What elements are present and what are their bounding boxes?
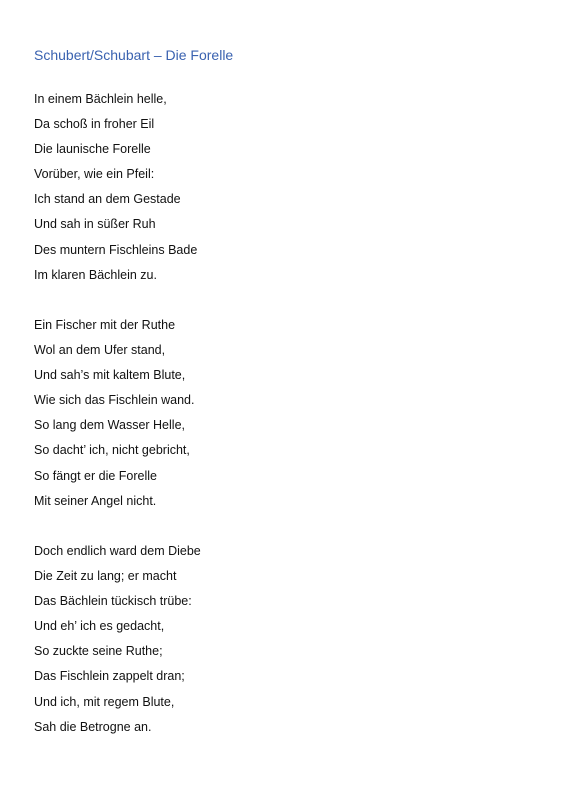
poem-line: Und sah in süßer Ruh (34, 217, 156, 232)
poem-line: Ich stand an dem Gestade (34, 192, 181, 207)
poem-line: So dacht’ ich, nicht gebricht, (34, 443, 190, 458)
poem-line: Die launische Forelle (34, 142, 151, 157)
poem-line: So lang dem Wasser Helle, (34, 418, 185, 433)
stanza-3 (34, 539, 201, 740)
poem-line: Wol an dem Ufer stand, (34, 343, 166, 358)
poem-line: Wie sich das Fischlein wand. (34, 393, 195, 408)
poem-line: So fängt er die Forelle (34, 468, 157, 483)
poem-line: Im klaren Bächlein zu. (34, 267, 157, 282)
poem-line: Ein Fischer mit der Ruthe (34, 318, 176, 332)
poem-line: Vorüber, wie ein Pfeil: (34, 167, 155, 182)
poem-line: Sah die Betrogne an. (34, 719, 152, 734)
poem-line: So zuckte seine Ruthe; (34, 644, 163, 659)
poem-line: Da schoß in froher Eil (34, 117, 155, 132)
poem-line: Und ich, mit regem Blute, (34, 694, 175, 709)
poem-line: Doch endlich ward dem Diebe (34, 544, 201, 558)
poem-line: Und sah’s mit kaltem Blute, (34, 368, 186, 383)
stanza-1 (34, 87, 197, 288)
poem-line: Mit seiner Angel nicht. (34, 493, 157, 508)
poem-line: Die Zeit zu lang; er macht (34, 569, 177, 584)
stanza-2 (34, 313, 194, 514)
poem-line: Das Fischlein zappelt dran; (34, 669, 185, 684)
poem-line: Und eh’ ich es gedacht, (34, 619, 165, 634)
poem-line: Das Bächlein tückisch trübe: (34, 594, 192, 609)
poem-title: Schubert/Schubart – Die Forelle (34, 47, 234, 63)
poem-line: Des muntern Fischleins Bade (34, 242, 198, 257)
poem-line: In einem Bächlein helle, (34, 92, 167, 106)
